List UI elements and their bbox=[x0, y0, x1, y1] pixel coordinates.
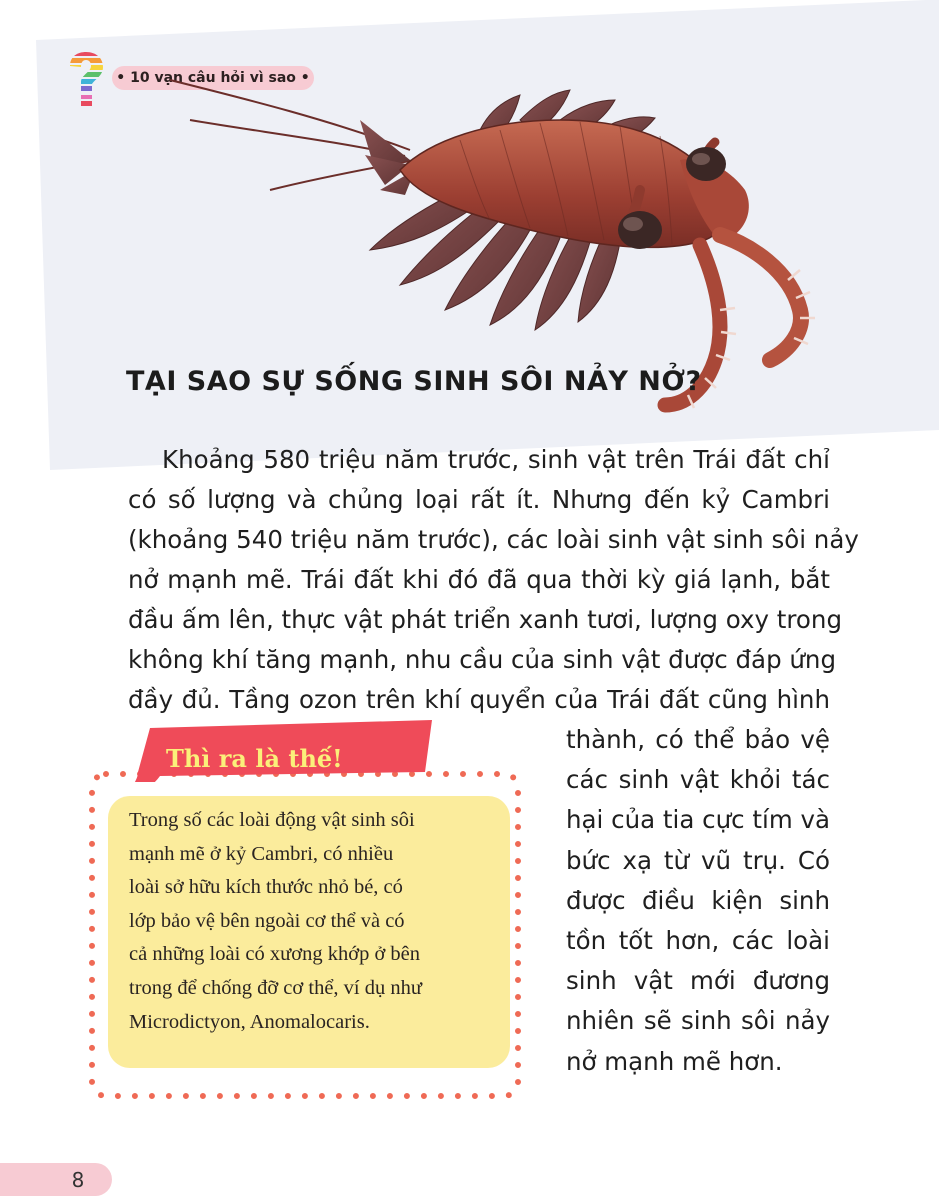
page-number-tab bbox=[0, 1163, 112, 1196]
body-line: thành, có thể bảo vệ bbox=[566, 725, 830, 754]
body-line: nhiên sẽ sinh sôi nảy bbox=[566, 1006, 830, 1036]
body-line: bức xạ từ vũ trụ. Có bbox=[566, 845, 830, 875]
callout-line: Trong số các loài động vật sinh sôi bbox=[129, 809, 415, 831]
body-line: nở mạnh mẽ hơn. bbox=[566, 1046, 783, 1076]
article-body bbox=[128, 440, 859, 720]
body-line: hại của tia cực tím và bbox=[566, 805, 830, 835]
series-label: • 10 vạn câu hỏi vì sao • bbox=[112, 66, 314, 90]
body-line: có số lượng và chủng loại rất ít. Nhưng đến kỷ Cambri bbox=[128, 485, 830, 514]
body-line: nở mạnh mẽ. Trái đất khi đó đã qua thời kỳ giá lạnh, bắt bbox=[128, 565, 830, 594]
body-line: được điều kiện sinh bbox=[566, 885, 830, 915]
callout-line: mạnh mẽ ở kỷ Cambri, có nhiều bbox=[129, 842, 394, 865]
callout-line: Microdictyon, Anomalocaris. bbox=[129, 1010, 370, 1033]
callout-text bbox=[129, 804, 493, 1039]
article-title: TẠI SAO SỰ SỐNG SINH SÔI NẢY NỞ? bbox=[126, 366, 702, 397]
page-number: 8 bbox=[71, 1168, 85, 1192]
body-line: không khí tăng mạnh, nhu cầu của sinh vật được đáp ứng bbox=[128, 645, 837, 674]
body-line: các sinh vật khỏi tác bbox=[566, 765, 830, 795]
article-body-continued bbox=[566, 720, 830, 1082]
callout-label: Thì ra là thế! bbox=[166, 744, 343, 773]
body-line: (khoảng 540 triệu năm trước), các loài sinh vật sinh sôi nảy bbox=[128, 525, 859, 554]
question-mark-icon bbox=[66, 50, 106, 108]
callout-line: trong để chống đỡ cơ thể, ví dụ như bbox=[129, 976, 422, 999]
callout-line: lớp bảo vệ bên ngoài cơ thể và có bbox=[129, 909, 405, 932]
body-line: tồn tốt hơn, các loài bbox=[566, 925, 830, 955]
body-line: sinh vật mới đương bbox=[566, 966, 830, 996]
body-line: đầu ấm lên, thực vật phát triển xanh tươi, lượng oxy trong bbox=[128, 605, 843, 634]
callout-line: cả những loài có xương khớp ở bên bbox=[129, 943, 421, 966]
body-line: Khoảng 580 triệu năm trước, sinh vật trên Trái đất chỉ bbox=[162, 445, 830, 474]
body-line: đầy đủ. Tầng ozon trên khí quyển của Trái đất cũng hình bbox=[128, 685, 830, 714]
callout-line: loài sở hữu kích thước nhỏ bé, có bbox=[129, 876, 403, 899]
